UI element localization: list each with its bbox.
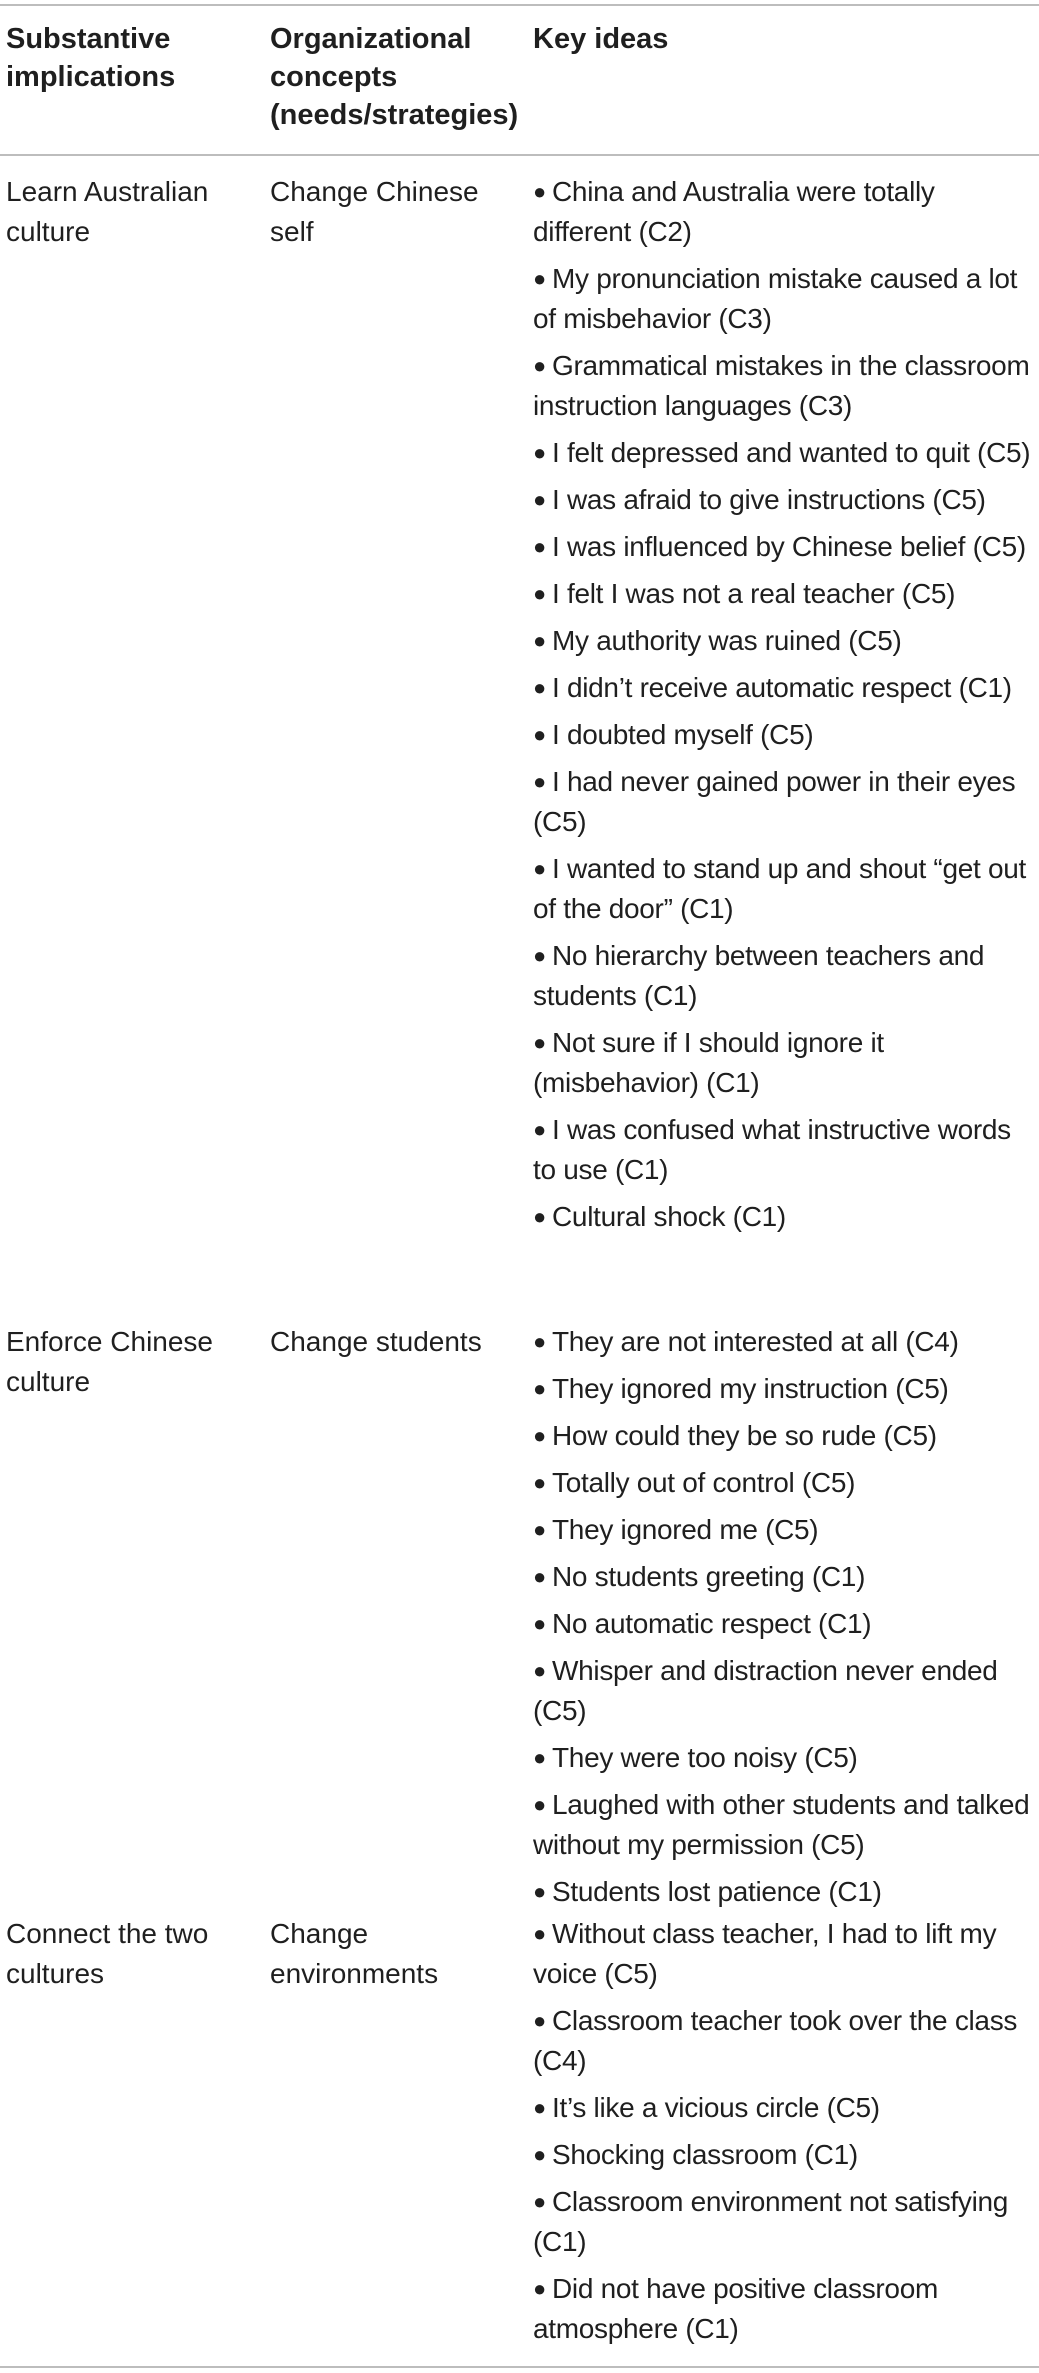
key-idea-item: [533, 1322, 1033, 1362]
key-idea-item: [533, 1914, 1033, 1994]
key-idea-item: [533, 1110, 1033, 1190]
key-idea-text: I didn’t receive automatic respect (C1): [552, 672, 1012, 703]
key-idea-item: [533, 2182, 1033, 2262]
key-idea-item: [533, 849, 1033, 929]
key-idea-item: [533, 433, 1033, 473]
key-idea-item: [533, 259, 1033, 339]
header-bottom-rule: [0, 154, 1039, 156]
bullet-icon: ●: [533, 266, 546, 291]
bullet-icon: ●: [533, 1329, 546, 1354]
key-idea-text: I wanted to stand up and shout “get out of the door” (C1): [533, 853, 1026, 924]
key-idea-text: Did not have positive classroom atmosphere (C1): [533, 2273, 938, 2344]
key-idea-text: Not sure if I should ignore it (misbehavior) (C1): [533, 1027, 884, 1098]
key-idea-text: How could they be so rude (C5): [552, 1420, 937, 1451]
bullet-icon: ●: [533, 1117, 546, 1142]
key-idea-text: Cultural shock (C1): [552, 1201, 786, 1232]
key-idea-text: They were too noisy (C5): [552, 1742, 858, 1773]
key-idea-item: [533, 2088, 1033, 2128]
bullet-icon: ●: [533, 1611, 546, 1636]
key-idea-item: [533, 1604, 1033, 1644]
bullet-icon: ●: [533, 2008, 546, 2033]
key-idea-item: [533, 574, 1033, 614]
key-idea-text: Whisper and distraction never ended (C5): [533, 1655, 998, 1726]
key-idea-text: I had never gained power in their eyes (C5): [533, 766, 1016, 837]
key-idea-text: It’s like a vicious circle (C5): [552, 2092, 880, 2123]
key-idea-text: I was afraid to give instructions (C5): [552, 484, 986, 515]
key-idea-text: They ignored me (C5): [552, 1514, 819, 1545]
key-idea-text: Shocking classroom (C1): [552, 2139, 858, 2170]
key-idea-text: No students greeting (C1): [552, 1561, 866, 1592]
bullet-icon: ●: [533, 487, 546, 512]
bullet-icon: ●: [533, 2276, 546, 2301]
key-idea-text: I was confused what instructive words to use (C1): [533, 1114, 1011, 1185]
bullet-icon: ●: [533, 943, 546, 968]
key-idea-item: [533, 527, 1033, 567]
bullet-icon: ●: [533, 179, 546, 204]
key-idea-item: [533, 1416, 1033, 1456]
key-idea-item: [533, 1510, 1033, 1550]
key-idea-item: [533, 346, 1033, 426]
row-2-concept: Change students: [270, 1326, 482, 1357]
key-idea-text: No automatic respect (C1): [552, 1608, 872, 1639]
key-idea-text: Without class teacher, I had to lift my voice (C5): [533, 1918, 997, 1989]
key-idea-item: [533, 1463, 1033, 1503]
bullet-icon: ●: [533, 1517, 546, 1542]
bullet-icon: ●: [533, 1921, 546, 1946]
key-idea-text: They ignored my instruction (C5): [552, 1373, 949, 1404]
key-idea-item: [533, 621, 1033, 661]
bullet-icon: ●: [533, 1564, 546, 1589]
bullet-icon: ●: [533, 534, 546, 559]
key-idea-item: [533, 1023, 1033, 1103]
bullet-icon: ●: [533, 1792, 546, 1817]
key-idea-text: My authority was ruined (C5): [552, 625, 902, 656]
row-3-key-ideas-list: [533, 1914, 1033, 2356]
key-idea-item: [533, 1369, 1033, 1409]
key-idea-item: [533, 2135, 1033, 2175]
header-substantive-implications: Substantive implications: [6, 23, 176, 93]
bullet-icon: ●: [533, 440, 546, 465]
key-idea-text: Classroom teacher took over the class (C4): [533, 2005, 1018, 2076]
key-idea-text: They are not interested at all (C4): [552, 1326, 959, 1357]
key-idea-item: [533, 715, 1033, 755]
key-idea-item: [533, 1738, 1033, 1778]
row-2-implication: Enforce Chinese culture: [6, 1326, 214, 1397]
bullet-icon: ●: [533, 628, 546, 653]
key-idea-text: Laughed with other students and talked without my permission (C5): [533, 1789, 1030, 1860]
key-idea-text: I felt depressed and wanted to quit (C5): [552, 437, 1031, 468]
table-bottom-rule: [0, 2366, 1039, 2368]
key-idea-text: Grammatical mistakes in the classroom instruction languages (C3): [533, 350, 1030, 421]
key-idea-item: [533, 2269, 1033, 2349]
key-idea-text: No hierarchy between teachers and students (C1): [533, 940, 985, 1011]
bullet-icon: ●: [533, 2189, 546, 2214]
key-idea-text: I doubted myself (C5): [552, 719, 814, 750]
key-idea-text: Totally out of control (C5): [552, 1467, 856, 1498]
bullet-icon: ●: [533, 1423, 546, 1448]
bullet-icon: ●: [533, 1204, 546, 1229]
bullet-icon: ●: [533, 1745, 546, 1770]
row-3-concept: Change environments: [270, 1918, 439, 1989]
header-organizational-concepts: Organizational concepts (needs/strategies): [270, 23, 519, 131]
row-2-key-ideas-list: [533, 1322, 1033, 1919]
row-1-key-ideas-list: [533, 172, 1033, 1244]
key-idea-item: [533, 1785, 1033, 1865]
key-idea-item: [533, 936, 1033, 1016]
row-3-implication: Connect the two cultures: [6, 1918, 209, 1989]
key-idea-item: [533, 668, 1033, 708]
key-idea-item: [533, 1651, 1033, 1731]
bullet-icon: ●: [533, 769, 546, 794]
key-idea-item: [533, 2001, 1033, 2081]
key-idea-item: [533, 172, 1033, 252]
bullet-icon: ●: [533, 722, 546, 747]
key-idea-text: I felt I was not a real teacher (C5): [552, 578, 956, 609]
key-idea-item: [533, 1197, 1033, 1237]
bullet-icon: ●: [533, 1376, 546, 1401]
bullet-icon: ●: [533, 1030, 546, 1055]
bullet-icon: ●: [533, 353, 546, 378]
key-idea-text: China and Australia were totally different (C2): [533, 176, 935, 247]
bullet-icon: ●: [533, 856, 546, 881]
bullet-icon: ●: [533, 2095, 546, 2120]
key-idea-text: Classroom environment not satisfying (C1): [533, 2186, 1009, 2257]
key-idea-item: [533, 762, 1033, 842]
key-idea-text: Students lost patience (C1): [552, 1876, 882, 1907]
row-1-concept: Change Chinese self: [270, 176, 479, 247]
header-key-ideas: Key ideas: [533, 23, 669, 55]
key-idea-text: I was influenced by Chinese belief (C5): [552, 531, 1026, 562]
bullet-icon: ●: [533, 1658, 546, 1683]
bullet-icon: ●: [533, 1470, 546, 1495]
key-idea-item: [533, 480, 1033, 520]
row-1-implication: Learn Australian culture: [6, 176, 209, 247]
bullet-icon: ●: [533, 2142, 546, 2167]
bullet-icon: ●: [533, 675, 546, 700]
key-idea-text: My pronunciation mistake caused a lot of misbehavior (C3): [533, 263, 1018, 334]
bullet-icon: ●: [533, 1879, 546, 1904]
table-top-rule: [0, 4, 1039, 6]
key-idea-item: [533, 1557, 1033, 1597]
key-idea-item: [533, 1872, 1033, 1912]
bullet-icon: ●: [533, 581, 546, 606]
